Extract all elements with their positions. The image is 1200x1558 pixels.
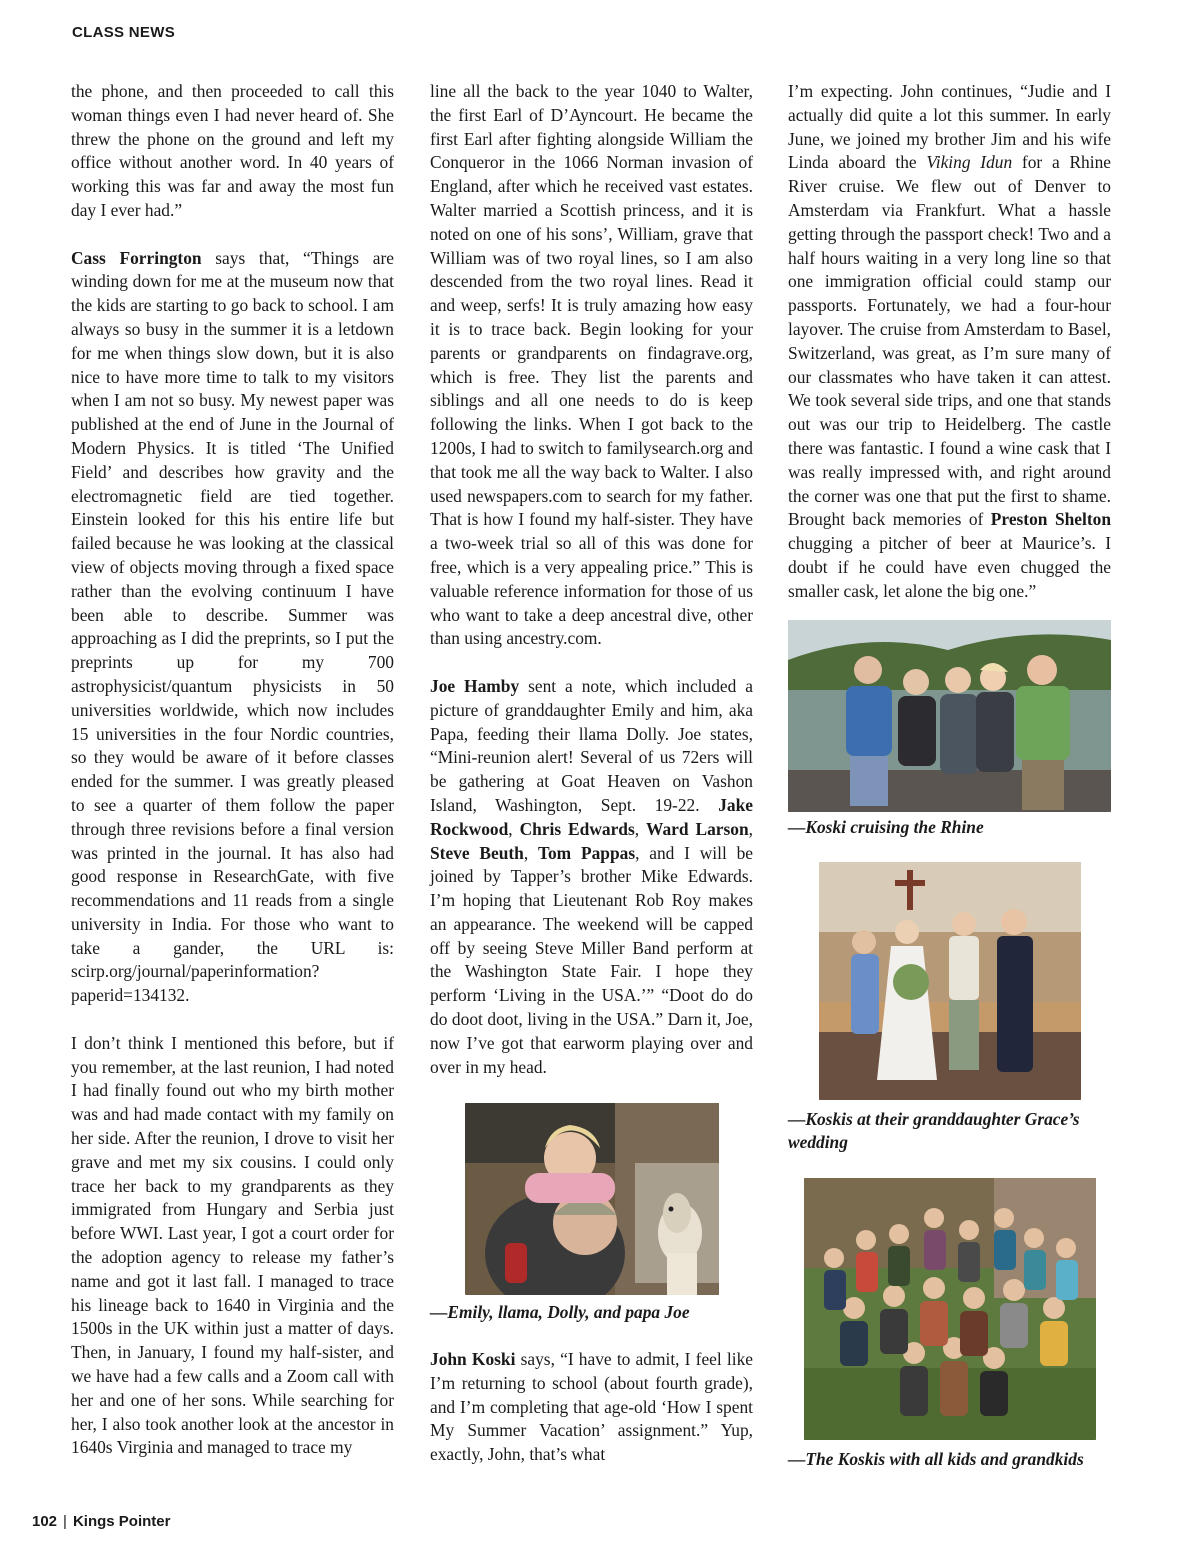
paragraph: I don’t think I mentioned this before, but if you remember, at the last reunion, I had noted I had finally found out who my birth mother was and had made contact with my family on her side. After the reunion, I drove to visit her grave and met my six cousins. I could only trace her back to my grandparents as they immigrated from Hungary and Serbia just before WWI. Last year, I got a court order for the adoption agency to release my father’s name and got it last fall. I managed to trace his lineage back to 1640 in Virginia and the 1500s in the UK within just a matter of days. Then, in January, I found my half-sister, and we have had a few calls and a Zoom call with her and one of her sons. While searching for her, I also took another look at the ancestor in 1640s Virginia and managed to trace my — [71, 1032, 394, 1458]
classmate-name: John Koski — [430, 1349, 516, 1370]
classmate-name: Jake Rockwood — [430, 794, 753, 839]
separator: , — [523, 842, 538, 863]
publication-name: Kings Pointer — [72, 1513, 171, 1530]
section-label: CLASS NEWS — [72, 24, 176, 41]
classmate-name: Joe Hamby — [430, 675, 520, 696]
column-3 — [788, 80, 1111, 1471]
ship-name: Viking Idun — [926, 152, 1013, 173]
photo-family — [804, 1178, 1096, 1440]
separator: , — [634, 818, 647, 839]
photo-emily-llama — [465, 1103, 719, 1295]
classmate-name: Ward Larson — [646, 818, 749, 839]
classmate-name: Cass Forrington — [71, 247, 202, 268]
paragraph-text: for a Rhine River cruise. We flew out of Denver to Amsterdam via Frankfurt. What a hassle getting through the passport check! Two and a half hours waiting in a very long line so that one immigration official could stamp our passports. Fortunately, we had a four-hour layover. The cruise from Amsterdam to Basel, Switzerland, was great, as I’m sure many of our classmates who have taken it can attest. We took several side trips, and one that stands out was our trip to Heidelberg. The castle there was fantastic. I found a wine cask that I was really impressed with, and right around the corner was one that put the first to shame. Brought back memories of — [788, 152, 1111, 530]
paragraph: line all the back to the year 1040 to Walter, the first Earl of D’Ayncourt. He became the first Earl after fighting alongside William the Conqueror in the 1066 Norman invasion of England, after which he received vast estates. Walter married a Scottish princess, and it is noted on one of his sons’, William, grave that William was of two royal lines, so I am also descended from the two royal lines. Read it and weep, serfs! It is truly amazing how easy it is to trace back. Begin looking for your parents or grandparents on findagrave.org, which is free. They list the parents and siblings and all one needs to do is keep following the links. When I got back to the 1200s, I had to switch to familysearch.org and that took me all the way back to Walter. I also used newspapers.com to search for my father. That is how I found my half-sister. They have a two-week trial so all of this was done for free, which is a very appealing price.” This is valuable reference information for those of us who want to take a deep ancestral dive, other than using ancestry.com. — [430, 81, 753, 649]
photo-caption: —Emily, llama, Dolly, and papa Joe — [430, 1302, 690, 1323]
column-2 — [430, 80, 753, 1467]
paragraph-text: chugging a pitcher of beer at Maurice’s. I doubt if he could have even chugged the smaller cask, let alone the big one.” — [788, 533, 1111, 601]
paragraph: the phone, and then proceeded to call this woman things even I had never heard of. She threw the phone on the ground and left my office without another word. In 40 years of working this was far and away the most fun day I ever had.” — [71, 81, 394, 220]
paragraph-text: says, “I have to admit, I feel like I’m returning to school (about fourth grade), and I’m completing that age-old ‘How I spent My Summer Vacation’ assignment.” Yup, exactly, John, that’s what — [430, 1349, 753, 1465]
paragraph — [788, 80, 1111, 604]
paragraph-text: sent a note, which included a picture of granddaughter Emily and him, aka Papa, feeding their llama Dolly. Joe states, “Mini-reunion alert! Several of us 72ers will be gathering at Goat Heaven on Vashon Island, Washington, Sept. 19-22. — [430, 675, 753, 815]
separator: , — [508, 818, 520, 839]
photo-caption: —Koski cruising the Rhine — [788, 816, 984, 837]
photo-caption: —The Koskis with all kids and grandkids — [788, 1449, 1084, 1470]
photo-rhine-cruise — [788, 620, 1111, 812]
classmate-name: Tom Pappas — [537, 842, 636, 863]
paragraph — [430, 675, 753, 1080]
paragraph — [430, 1348, 753, 1467]
paragraph-text: says that, “Things are winding down for me at the museum now that the kids are starting to go back to school. I am always so busy in the summer it is a letdown for me when things slow down, but it is also nice to have more time to talk to my visitors when I am not so busy. My newest paper was published at the end of June in the Journal of Modern Physics. It is titled ‘The Unified Field’ and describes how gravity and the electromagnetic field are tied together. Einstein looked for this his entire life but failed because he was looking at the classical view of objects moving through a fixed space rather than the evolving continuum I have been able to describe. Summer was approaching as I did the preprints, so I put the preprints up for my 700 astrophysicist/quantum physicists in 50 universities worldwide, which now includes 15 universities in the four Nordic countries, so they would be aware of it before classes ended for the summer. I was greatly pleased to see a quarter of them follow the paper through three revisions before a final version was printed in the journal. It has also had good response in ResearchGate, with five recommendations and 11 reads from a single university in India. For those who want to take a gander, the URL is: scirp.org/journal/paperinformation?paperid=134132. — [71, 247, 394, 1006]
classmate-name: Steve Beuth — [430, 842, 524, 863]
page-number: 102 — [32, 1513, 58, 1530]
classmate-name: Preston Shelton — [990, 509, 1111, 530]
paragraph-text: I’m expecting. John continues, “Judie and I actually did quite a lot this summer. In early June, we joined my brother Jim and his wife Linda aboard the — [788, 81, 1111, 173]
paragraph — [71, 247, 394, 1009]
paragraph-text: , and I will be joined by Tapper’s brother Mike Edwards. I’m hoping that Lieutenant Rob Roy makes an appearance. The weekend will be capped off by seeing Steve Miller Band perform at the Washington State Fair. I hope they perform ‘Living in the USA.’” “Doot do do do doot doot, living in the USA.” Darn it, Joe, now I’ve got that earworm playing over and over in my head. — [430, 842, 753, 1077]
photo-caption: —Koskis at their granddaughter Grace’s wedding — [788, 1109, 1080, 1153]
classmate-name: Chris Edwards — [519, 818, 635, 839]
page-footer — [32, 1513, 170, 1530]
column-1 — [71, 80, 394, 1460]
footer-separator: | — [63, 1513, 67, 1530]
separator: , — [748, 818, 753, 839]
photo-wedding — [819, 862, 1081, 1100]
